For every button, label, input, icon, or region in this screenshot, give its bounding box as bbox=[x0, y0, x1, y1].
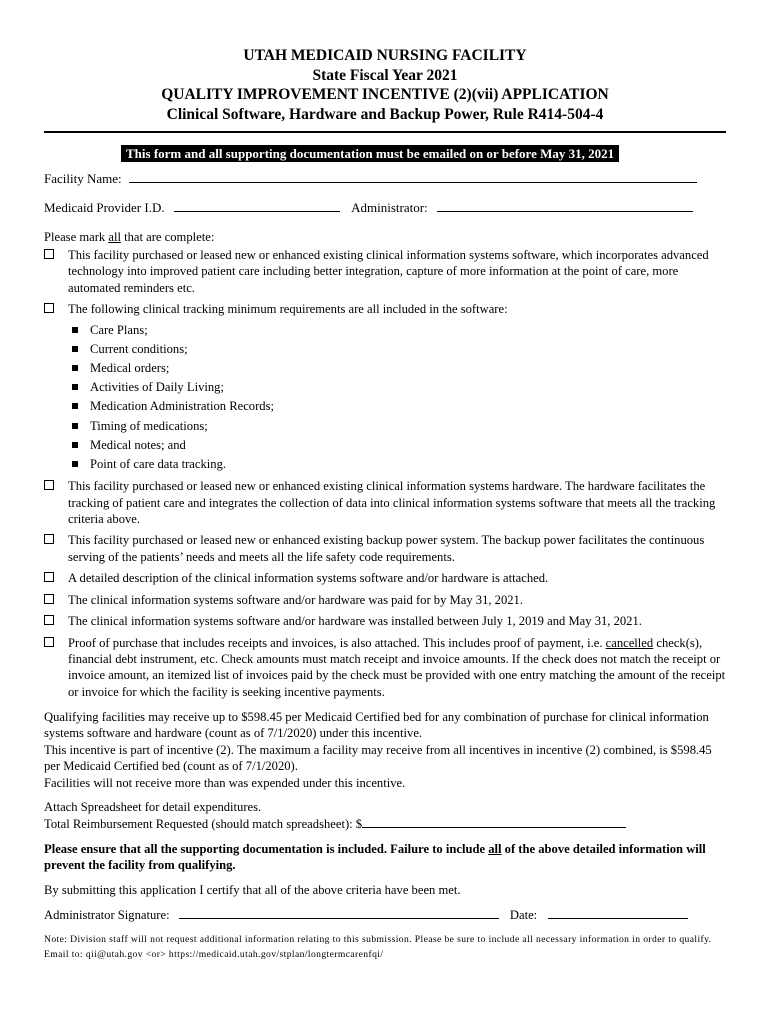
checkbox-description[interactable] bbox=[44, 572, 54, 582]
requirement-text: Medical notes; and bbox=[90, 437, 186, 452]
warning-prefix: Please ensure that all the supporting documentation is included. Failure to include bbox=[44, 842, 489, 856]
checklist-item-paid bbox=[44, 592, 726, 608]
header-application-title: QUALITY IMPROVEMENT INCENTIVE (2)(vii) APPLICATION bbox=[161, 86, 609, 103]
checklist-intro-text: Please mark bbox=[44, 230, 109, 244]
checkbox-requirements[interactable] bbox=[44, 303, 54, 313]
deadline-banner: This form and all supporting documentation must be emailed on or before May 31, 2021 bbox=[121, 145, 619, 162]
requirement-item bbox=[68, 455, 726, 474]
requirement-item bbox=[68, 378, 726, 397]
requirements-list bbox=[44, 321, 726, 475]
checklist-item-installed-text: The clinical information systems software and/or hardware was installed between July 1, 2019 and May 31, 2021. bbox=[68, 614, 642, 629]
bullet-square-icon bbox=[72, 442, 78, 448]
requirement-text: Current conditions; bbox=[90, 341, 188, 356]
bullet-square-icon bbox=[72, 403, 78, 409]
qualifying-text-1: Qualifying facilities may receive up to $598.45 per Medicaid Certified bed for any combination of purchase for clinical information systems software and hardware (count as of 7/1/2020) under this incentive. bbox=[44, 710, 709, 741]
checklist-item-proof-of-purchase bbox=[44, 635, 726, 701]
administrator-label: Administrator: bbox=[351, 200, 428, 215]
proof-text-cancelled: cancelled bbox=[605, 635, 654, 650]
checkbox-installed[interactable] bbox=[44, 615, 54, 625]
spreadsheet-section bbox=[44, 799, 726, 833]
header-fiscal-year: State Fiscal Year 2021 bbox=[312, 66, 458, 84]
form-header bbox=[0, 46, 770, 124]
requirement-text: Timing of medications; bbox=[90, 418, 208, 433]
provider-id-label: Medicaid Provider I.D. bbox=[44, 200, 165, 215]
requirement-item bbox=[68, 436, 726, 455]
checkbox-hardware[interactable] bbox=[44, 480, 54, 490]
checkbox-backup-power[interactable] bbox=[44, 534, 54, 544]
proof-text-prefix: Proof of purchase that includes receipts and invoices, is also attached. This includes proof of payment, i.e. bbox=[68, 635, 606, 650]
requirement-item bbox=[68, 359, 726, 378]
checklist-item-description bbox=[44, 570, 726, 586]
checkbox-paid[interactable] bbox=[44, 594, 54, 604]
bullet-square-icon bbox=[72, 384, 78, 390]
requirement-text: Activities of Daily Living; bbox=[90, 380, 224, 395]
total-reimbursement-field[interactable] bbox=[362, 815, 626, 828]
provider-id-field[interactable] bbox=[174, 199, 340, 212]
checklist-item-description-text: A detailed description of the clinical information systems software and/or hardware is attached. bbox=[68, 571, 549, 586]
provider-admin-row bbox=[44, 199, 693, 216]
facility-name-field[interactable] bbox=[129, 170, 697, 183]
signature-row bbox=[44, 906, 688, 923]
total-reimbursement-label: Total Reimbursement Requested (should match spreadsheet): $ bbox=[44, 817, 363, 832]
checklist bbox=[44, 247, 726, 705]
requirement-text: Care Plans; bbox=[90, 322, 148, 337]
warning-text bbox=[44, 841, 726, 874]
checklist-item-requirements-text: The following clinical tracking minimum requirements are all included in the software: bbox=[68, 302, 508, 317]
date-label: Date: bbox=[509, 908, 538, 922]
bullet-square-icon bbox=[72, 346, 78, 352]
checklist-intro bbox=[44, 229, 214, 245]
bullet-square-icon bbox=[72, 423, 78, 429]
signature-field[interactable] bbox=[179, 906, 499, 919]
requirement-item bbox=[68, 417, 726, 436]
qualifying-section bbox=[44, 709, 726, 791]
qualifying-text-3: Facilities will not receive more than was expended under this incentive. bbox=[44, 775, 406, 790]
requirement-item bbox=[68, 321, 726, 340]
checklist-intro-all: all bbox=[108, 230, 121, 244]
warning-all: all bbox=[488, 842, 502, 856]
checklist-item-backup-power bbox=[44, 532, 726, 565]
checklist-intro-suffix: that are complete: bbox=[120, 230, 215, 244]
footer-note: Note: Division staff will not request additional information relating to this submission. Please be sure to include all necessary information in order to qualify. Email to: qii@utah.gov <or> https://medicaid.utah.gov/stplan/longtermcarenfqi/ bbox=[44, 934, 712, 960]
checkbox-software[interactable] bbox=[44, 249, 54, 259]
bullet-square-icon bbox=[72, 327, 78, 333]
certification-text: By submitting this application I certify that all of the above criteria have been met. bbox=[44, 883, 461, 897]
requirement-item bbox=[68, 397, 726, 416]
facility-name-row bbox=[44, 170, 697, 187]
header-divider bbox=[44, 131, 726, 133]
qualifying-text-2: This incentive is part of incentive (2). The maximum a facility may receive from all incentives in incentive (2) combined, is $598.45 per Medicaid Certified bed (count as of 7/1/2020). bbox=[44, 742, 712, 774]
checklist-item-software-text: This facility purchased or leased new or enhanced existing clinical information systems software, which incorporates advanced technology into improved patient care including better integration, capture of more information at the point of care, more automated reminders etc. bbox=[68, 248, 709, 295]
facility-name-label: Facility Name: bbox=[44, 171, 122, 186]
requirement-text: Point of care data tracking. bbox=[90, 457, 227, 472]
checklist-item-backup-power-text: This facility purchased or leased new or enhanced existing backup power system. The backup power facilitates the continuous serving of the patients’ needs and meets all the life safety code requirements. bbox=[68, 533, 705, 564]
checklist-item-requirements bbox=[44, 301, 726, 317]
header-rule: Clinical Software, Hardware and Backup Power, Rule R414-504-4 bbox=[166, 105, 604, 123]
proof-text-suffix: check(s), financial debt instrument, etc. Check amounts must match receipt and invoice amounts. If the check does not match the receipt or invoice amount, an itemized list of invoices paid by the check must be provided with one entry matching the amount of the receipt or invoice for which the facility is seeking incentive payments. bbox=[68, 635, 726, 699]
header-agency: UTAH MEDICAID NURSING FACILITY bbox=[243, 47, 527, 64]
checklist-item-installed bbox=[44, 613, 726, 629]
checklist-item-hardware-text: This facility purchased or leased new or enhanced existing clinical information systems hardware. The hardware facilitates the tracking of patient care and integrates the collection of data into clinical information systems software that meets all the tracking criteria above. bbox=[68, 479, 716, 527]
requirement-item bbox=[68, 340, 726, 359]
bullet-square-icon bbox=[72, 365, 78, 371]
requirement-text: Medication Administration Records; bbox=[90, 399, 274, 414]
administrator-field[interactable] bbox=[437, 199, 693, 212]
checklist-item-paid-text: The clinical information systems software and/or hardware was paid for by May 31, 2021. bbox=[68, 592, 523, 607]
warning-suffix: of the above detailed information will prevent the facility from qualifying. bbox=[44, 842, 706, 873]
checklist-item-hardware bbox=[44, 478, 726, 527]
requirement-text: Medical orders; bbox=[90, 361, 170, 376]
bullet-square-icon bbox=[72, 461, 78, 467]
date-field[interactable] bbox=[548, 906, 688, 919]
total-reimbursement-row bbox=[44, 815, 726, 832]
checklist-item-software bbox=[44, 247, 726, 296]
signature-label: Administrator Signature: bbox=[44, 908, 170, 922]
checkbox-proof-of-purchase[interactable] bbox=[44, 637, 54, 647]
attach-spreadsheet-text: Attach Spreadsheet for detail expenditures. bbox=[44, 800, 262, 814]
